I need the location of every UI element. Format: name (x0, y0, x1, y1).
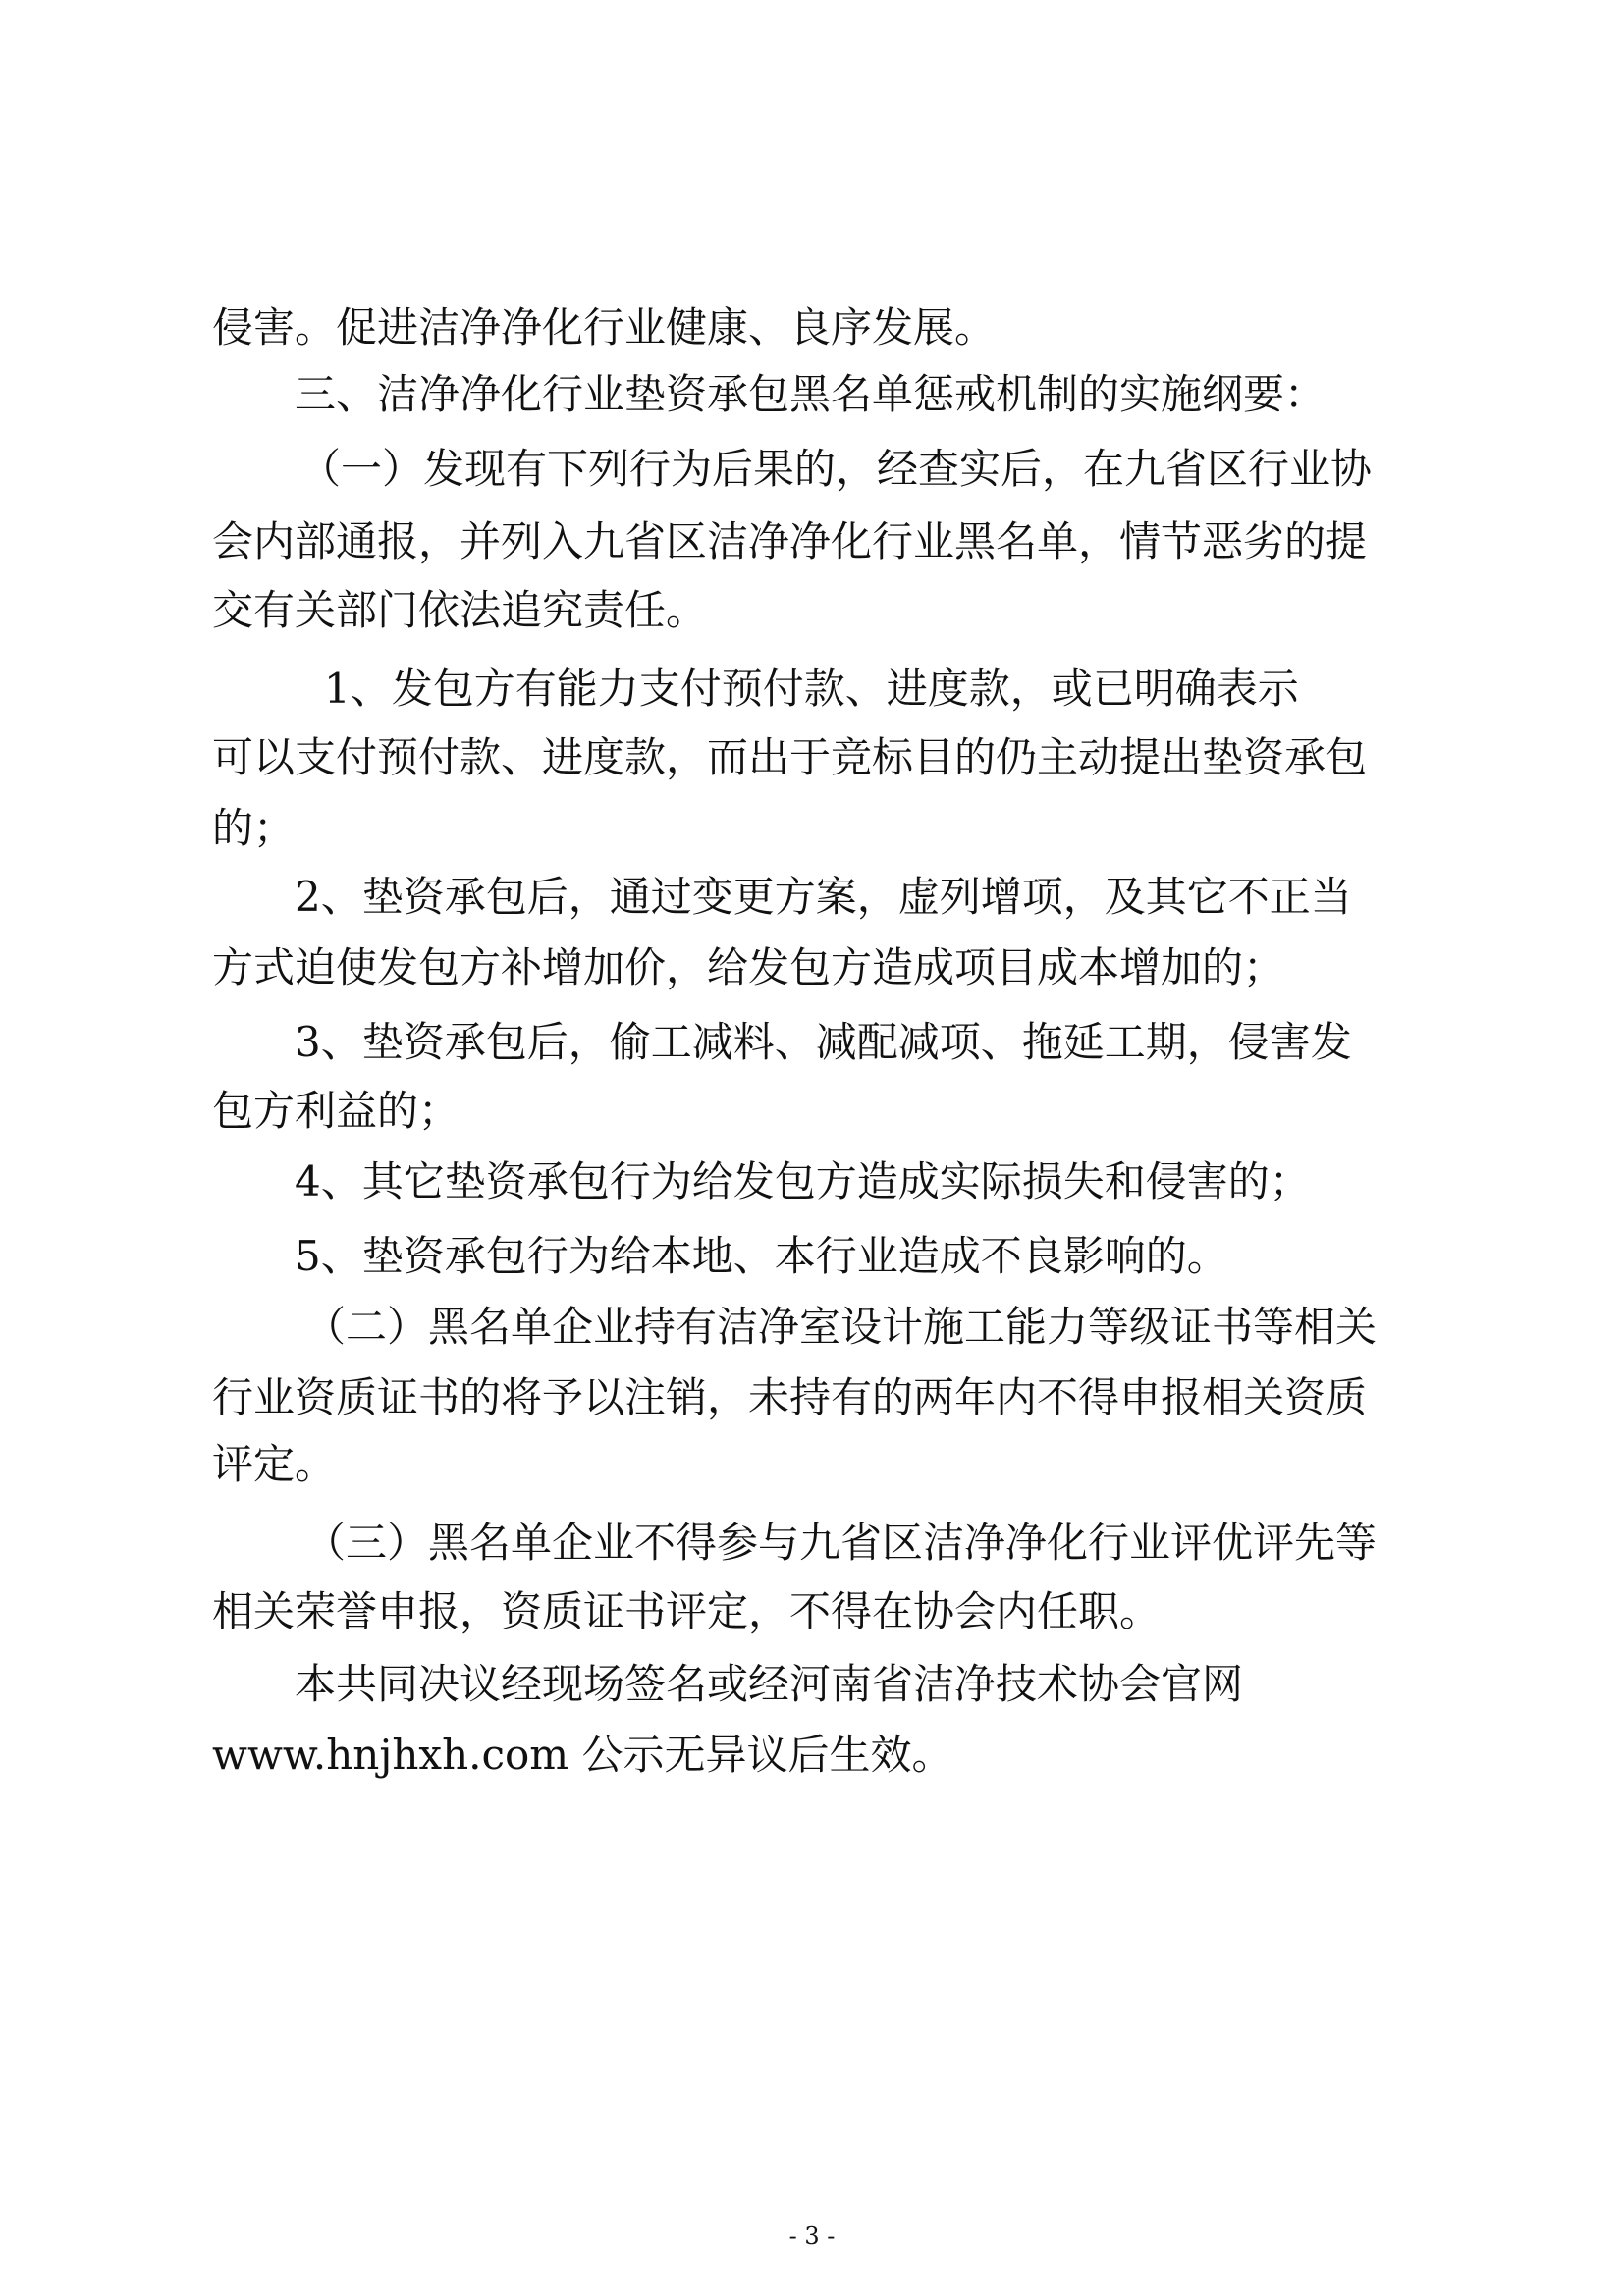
text-line: 的； (212, 804, 296, 852)
text-line: 3、垫资承包后，偷工减料、减配减项、拖延工期，侵害发 (295, 1018, 1352, 1066)
text-line: 1、发包方有能力支付预付款、进度款，或已明确表示 (324, 665, 1299, 713)
text-line: 相关荣誉申报，资质证书评定，不得在协会内任职。 (212, 1587, 1162, 1635)
text-line: 行业资质证书的将予以注销，未持有的两年内不得申报相关资质 (212, 1373, 1368, 1421)
page-number: - 3 - (788, 2222, 836, 2250)
text-line: 方式迫使发包方补增加价，给发包方造成项目成本增加的； (212, 943, 1285, 991)
text-line: www.hnjhxh.com 公示无异议后生效。 (212, 1731, 953, 1779)
text-line: （三）黑名单企业不得参与九省区洁净净化行业评优评先等 (304, 1519, 1378, 1567)
text-line: （一）发现有下列行为后果的，经查实后，在九省区行业协 (299, 445, 1373, 493)
text-line: 可以支付预付款、进度款，而出于竞标目的仍主动提出垫资承包 (212, 733, 1368, 781)
text-line: 5、垫资承包行为给本地、本行业造成不良影响的。 (295, 1232, 1228, 1280)
text-line: 交有关部门依法追究责任。 (212, 586, 708, 634)
text-line: 会内部通报，并列入九省区洁净净化行业黑名单，情节恶劣的提 (212, 517, 1368, 565)
text-line: 2、垫资承包后，通过变更方案，虚列增项，及其它不正当 (295, 873, 1352, 921)
text-line: 侵害。促进洁净净化行业健康、良序发展。 (212, 303, 997, 351)
text-line: 4、其它垫资承包行为给发包方造成实际损失和侵害的； (295, 1157, 1311, 1205)
text-line: 三、洁净净化行业垫资承包黑名单惩戒机制的实施纲要： (295, 370, 1326, 418)
text-line: 本共同决议经现场签名或经河南省洁净技术协会官网 (295, 1660, 1244, 1708)
text-line: （二）黑名单企业持有洁净室设计施工能力等级证书等相关 (304, 1303, 1378, 1351)
text-line: 包方利益的； (212, 1087, 460, 1135)
text-line: 评定。 (212, 1440, 337, 1488)
